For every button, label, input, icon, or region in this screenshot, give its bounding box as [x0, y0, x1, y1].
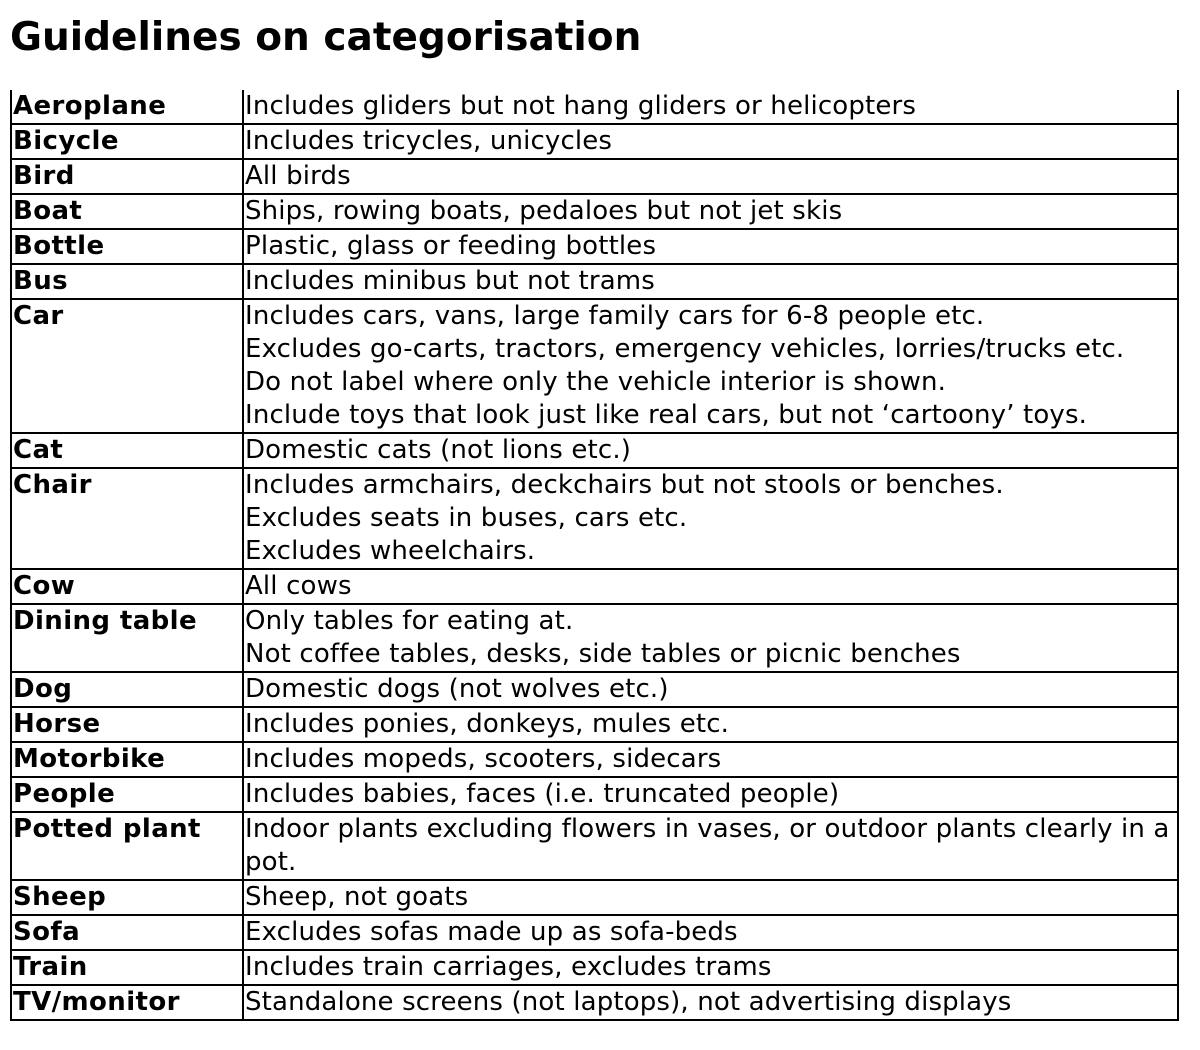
description-line: Domestic dogs (not wolves etc.): [245, 674, 669, 704]
table-row: [11, 777, 1178, 812]
description-line: Includes armchairs, deckchairs but not stools or benches.: [245, 470, 1004, 500]
category-cell: People: [11, 777, 243, 812]
table-row: [11, 229, 1178, 264]
table-row: [11, 264, 1178, 299]
table-row: [11, 90, 1178, 124]
description-line: Includes minibus but not trams: [245, 266, 655, 296]
table-row: [11, 569, 1178, 604]
description-line: Excludes wheelchairs.: [245, 536, 536, 566]
description-line: Not coffee tables, desks, side tables or picnic benches: [245, 639, 961, 669]
description-line: Do not label where only the vehicle interior is shown.: [245, 367, 947, 397]
description-cell: [243, 194, 1178, 229]
description-line: Includes gliders but not hang gliders or helicopters: [245, 91, 917, 121]
table-row: [11, 433, 1178, 468]
description-line: Only tables for eating at.: [245, 606, 574, 636]
category-cell: Horse: [11, 707, 243, 742]
description-cell: [243, 812, 1178, 880]
description-cell: [243, 742, 1178, 777]
description-line: Includes mopeds, scooters, sidecars: [245, 744, 722, 774]
description-cell: [243, 299, 1178, 433]
description-line: Includes babies, faces (i.e. truncated people): [245, 779, 840, 809]
table-row: [11, 880, 1178, 915]
description-cell: [243, 433, 1178, 468]
category-cell: Aeroplane: [11, 90, 243, 124]
description-line: Include toys that look just like real cars, but not ‘cartoony’ toys.: [245, 400, 1088, 430]
description-cell: [243, 124, 1178, 159]
category-cell: Boat: [11, 194, 243, 229]
category-cell: Motorbike: [11, 742, 243, 777]
description-line: Includes cars, vans, large family cars for 6-8 people etc.: [245, 301, 985, 331]
category-cell: Sheep: [11, 880, 243, 915]
description-line: Standalone screens (not laptops), not advertising displays: [245, 987, 1012, 1017]
category-cell: Cat: [11, 433, 243, 468]
description-cell: [243, 985, 1178, 1020]
description-cell: [243, 880, 1178, 915]
category-cell: TV/monitor: [11, 985, 243, 1020]
category-cell: Dog: [11, 672, 243, 707]
description-line: All cows: [245, 571, 352, 601]
description-cell: [243, 950, 1178, 985]
description-line: Includes train carriages, excludes trams: [245, 952, 772, 982]
description-cell: [243, 159, 1178, 194]
category-cell: Bird: [11, 159, 243, 194]
description-line: Domestic cats (not lions etc.): [245, 435, 632, 465]
description-cell: [243, 569, 1178, 604]
description-cell: [243, 915, 1178, 950]
description-line: Sheep, not goats: [245, 882, 469, 912]
table-row: [11, 985, 1178, 1020]
description-line: Excludes go-carts, tractors, emergency vehicles, lorries/trucks etc.: [245, 334, 1125, 364]
table-row: [11, 124, 1178, 159]
category-cell: Potted plant: [11, 812, 243, 880]
description-line: Excludes seats in buses, cars etc.: [245, 503, 688, 533]
table-row: [11, 194, 1178, 229]
category-cell: Bicycle: [11, 124, 243, 159]
category-cell: Dining table: [11, 604, 243, 672]
description-cell: [243, 90, 1178, 124]
category-cell: Bottle: [11, 229, 243, 264]
table-row: [11, 299, 1178, 433]
description-cell: [243, 777, 1178, 812]
category-cell: Bus: [11, 264, 243, 299]
table-row: [11, 707, 1178, 742]
category-cell: Chair: [11, 468, 243, 569]
table-body: [11, 90, 1178, 1020]
category-cell: Train: [11, 950, 243, 985]
page-title: Guidelines on categorisation: [10, 15, 642, 60]
description-cell: [243, 229, 1178, 264]
table-row: [11, 742, 1178, 777]
description-line: Ships, rowing boats, pedaloes but not jet skis: [245, 196, 843, 226]
table-row: [11, 812, 1178, 880]
table-row: [11, 468, 1178, 569]
table-row: [11, 915, 1178, 950]
description-line: Plastic, glass or feeding bottles: [245, 231, 657, 261]
description-line: Includes ponies, donkeys, mules etc.: [245, 709, 730, 739]
table-row: [11, 604, 1178, 672]
description-line: All birds: [245, 161, 351, 191]
description-cell: [243, 264, 1178, 299]
description-cell: [243, 604, 1178, 672]
description-cell: [243, 672, 1178, 707]
table-row: [11, 672, 1178, 707]
description-line: Excludes sofas made up as sofa-beds: [245, 917, 738, 947]
description-cell: [243, 468, 1178, 569]
category-cell: Sofa: [11, 915, 243, 950]
category-cell: Car: [11, 299, 243, 433]
table-row: [11, 159, 1178, 194]
category-cell: Cow: [11, 569, 243, 604]
categorisation-table: [10, 90, 1179, 1021]
description-line: Indoor plants excluding flowers in vases, or outdoor plants clearly in a pot.: [245, 814, 1170, 877]
description-line: Includes tricycles, unicycles: [245, 126, 613, 156]
table-row: [11, 950, 1178, 985]
description-cell: [243, 707, 1178, 742]
